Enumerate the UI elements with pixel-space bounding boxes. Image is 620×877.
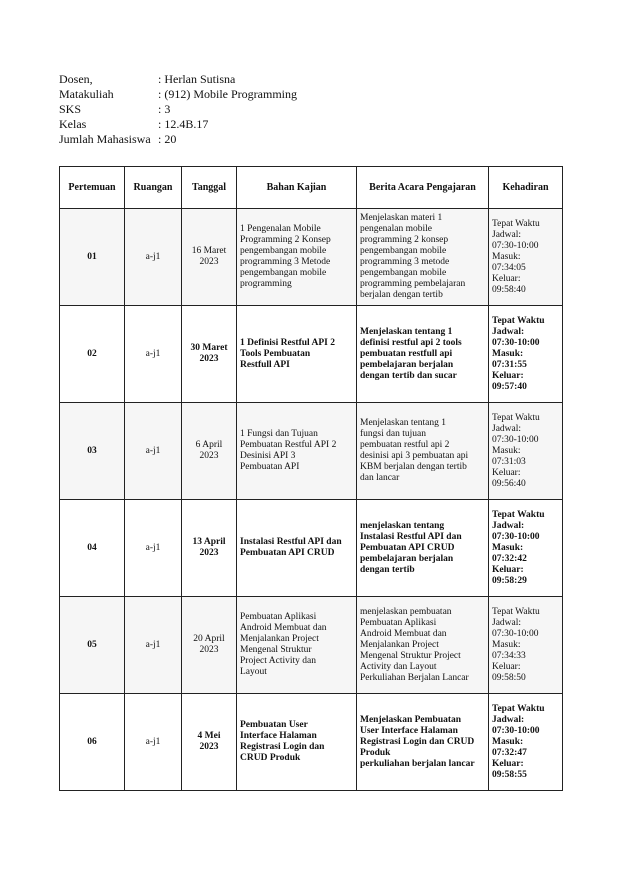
cell-ruangan: a-j1: [125, 500, 182, 597]
cell-ruangan: a-j1: [125, 306, 182, 403]
cell-kehadiran: Tepat Waktu Jadwal: 07:30-10:00 Masuk: 07:32:42 Keluar: 09:58:29: [489, 500, 563, 597]
cell-ruangan: a-j1: [125, 403, 182, 500]
sks-row: [59, 102, 297, 117]
dosen-value: : Herlan Sutisna: [158, 72, 236, 86]
table-row: [60, 694, 563, 791]
cell-kehadiran: Tepat Waktu Jadwal: 07:30-10:00 Masuk: 07:34:05 Keluar: 09:58:40: [489, 209, 563, 306]
cell-tanggal: 4 Mei 2023: [182, 694, 237, 791]
col-header-bahan-kajian: Bahan Kajian: [237, 167, 357, 209]
table-header-row: [60, 167, 563, 209]
jumlah-mahasiswa-value: : 20: [158, 132, 177, 146]
col-header-berita-acara: Berita Acara Pengajaran: [357, 167, 489, 209]
cell-bahan-kajian: Pembuatan Aplikasi Android Membuat dan Menjalankan Project Mengenal Struktur Project Activity dan Layout: [237, 597, 357, 694]
cell-bahan-kajian: Instalasi Restful API dan Pembuatan API CRUD: [237, 500, 357, 597]
sks-label: SKS: [59, 102, 82, 116]
cell-pertemuan: 05: [60, 597, 125, 694]
table-row: [60, 597, 563, 694]
table-row: [60, 500, 563, 597]
attendance-table: [59, 166, 563, 791]
jumlah-mahasiswa-row: [59, 132, 297, 147]
cell-tanggal: 30 Maret 2023: [182, 306, 237, 403]
cell-kehadiran: Tepat Waktu Jadwal: 07:30-10:00 Masuk: 07:34:33 Keluar: 09:58:50: [489, 597, 563, 694]
cell-berita-acara: Menjelaskan tentang 1 fungsi dan tujuan pembuatan restful api 2 desinisi api 3 pembuatan api KBM berjalan dengan tertib dan lancar: [357, 403, 489, 500]
cell-berita-acara: menjelaskan tentang Instalasi Restful API dan Pembuatan API CRUD pembelajaran berjalan dengan tertib: [357, 500, 489, 597]
cell-kehadiran: Tepat Waktu Jadwal: 07:30-10:00 Masuk: 07:31:55 Keluar: 09:57:40: [489, 306, 563, 403]
cell-kehadiran: Tepat Waktu Jadwal: 07:30-10:00 Masuk: 07:32:47 Keluar: 09:58:55: [489, 694, 563, 791]
cell-ruangan: a-j1: [125, 694, 182, 791]
cell-ruangan: a-j1: [125, 209, 182, 306]
cell-bahan-kajian: Pembuatan User Interface Halaman Registrasi Login dan CRUD Produk: [237, 694, 357, 791]
cell-berita-acara: Menjelaskan Pembuatan User Interface Halaman Registrasi Login dan CRUD Produk perkuliahan berjalan lancar: [357, 694, 489, 791]
cell-pertemuan: 02: [60, 306, 125, 403]
kelas-row: [59, 117, 297, 132]
kelas-value: : 12.4B.17: [158, 117, 209, 131]
cell-berita-acara: Menjelaskan tentang 1 definisi restful api 2 tools pembuatan restfull api pembelajaran berjalan dengan tertib dan sucar: [357, 306, 489, 403]
dosen-label: Dosen,: [59, 72, 93, 86]
cell-ruangan: a-j1: [125, 597, 182, 694]
cell-tanggal: 6 April 2023: [182, 403, 237, 500]
cell-bahan-kajian: 1 Fungsi dan Tujuan Pembuatan Restful API 2 Desinisi API 3 Pembuatan API: [237, 403, 357, 500]
table-row: [60, 306, 563, 403]
col-header-tanggal: Tanggal: [182, 167, 237, 209]
cell-pertemuan: 04: [60, 500, 125, 597]
sks-value: : 3: [158, 102, 171, 116]
col-header-pertemuan: Pertemuan: [60, 167, 125, 209]
cell-tanggal: 20 April 2023: [182, 597, 237, 694]
matakuliah-label: Matakuliah: [59, 87, 114, 101]
cell-pertemuan: 01: [60, 209, 125, 306]
kelas-label: Kelas: [59, 117, 87, 131]
col-header-ruangan: Ruangan: [125, 167, 182, 209]
cell-berita-acara: Menjelaskan materi 1 pengenalan mobile programming 2 konsep pengembangan mobile programming 3 metode pengembangan mobile programming pembelajaran berjalan dengan tertib: [357, 209, 489, 306]
matakuliah-row: [59, 87, 297, 102]
cell-kehadiran: Tepat Waktu Jadwal: 07:30-10:00 Masuk: 07:31:03 Keluar: 09:56:40: [489, 403, 563, 500]
table-row: [60, 403, 563, 500]
cell-tanggal: 13 April 2023: [182, 500, 237, 597]
col-header-kehadiran: Kehadiran: [489, 167, 563, 209]
cell-pertemuan: 06: [60, 694, 125, 791]
jumlah-mahasiswa-label: Jumlah Mahasiswa: [59, 132, 151, 146]
cell-tanggal: 16 Maret 2023: [182, 209, 237, 306]
course-info-header: [59, 72, 297, 147]
table-row: [60, 209, 563, 306]
cell-bahan-kajian: 1 Pengenalan Mobile Programming 2 Konsep pengembangan mobile programming 3 Metode pengembangan mobile programming: [237, 209, 357, 306]
matakuliah-value: : (912) Mobile Programming: [158, 87, 297, 101]
dosen-row: [59, 72, 297, 87]
cell-berita-acara: menjelaskan pembuatan Pembuatan Aplikasi Android Membuat dan Menjalankan Project Mengenal Struktur Project Activity dan Layout Perkuliahan Berjalan Lancar: [357, 597, 489, 694]
cell-bahan-kajian: 1 Definisi Restful API 2 Tools Pembuatan Restfull API: [237, 306, 357, 403]
cell-pertemuan: 03: [60, 403, 125, 500]
